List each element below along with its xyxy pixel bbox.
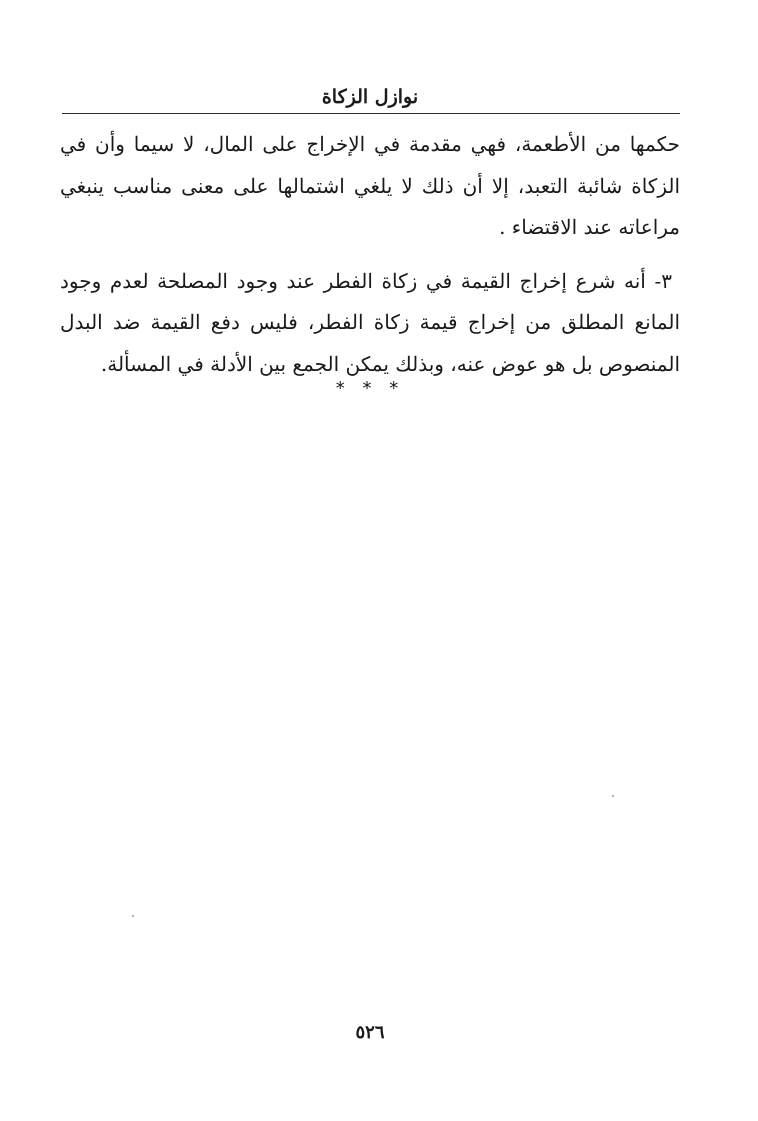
paragraph-2: ٣- أنه شرع إخراج القيمة في زكاة الفطر عند وجود المصلحة لعدم وجود المانع المطلق من إخراج قيمة زكاة الفطر، فليس دفع القيمة ضد البدل المنصوص بل هو عوض عنه، وبذلك يمكن الجمع بين الأدلة في المسألة. [60, 268, 680, 376]
paragraph-1: حكمها من الأطعمة، فهي مقدمة في الإخراج على المال، لا سيما وأن في الزكاة شائبة التعبد، إلا أن ذلك لا يلغي اشتمالها على معنى مناسب ينبغي مراعاته عند الاقتضاء . [60, 132, 680, 239]
body-text [60, 124, 680, 385]
page-number: ٥٢٦ [355, 1022, 385, 1043]
scan-speck [132, 915, 134, 917]
scan-speck [612, 795, 614, 797]
running-header-title: نوازل الزكاة [321, 86, 419, 108]
section-separator: * * * [335, 378, 405, 399]
header-rule [62, 113, 680, 114]
